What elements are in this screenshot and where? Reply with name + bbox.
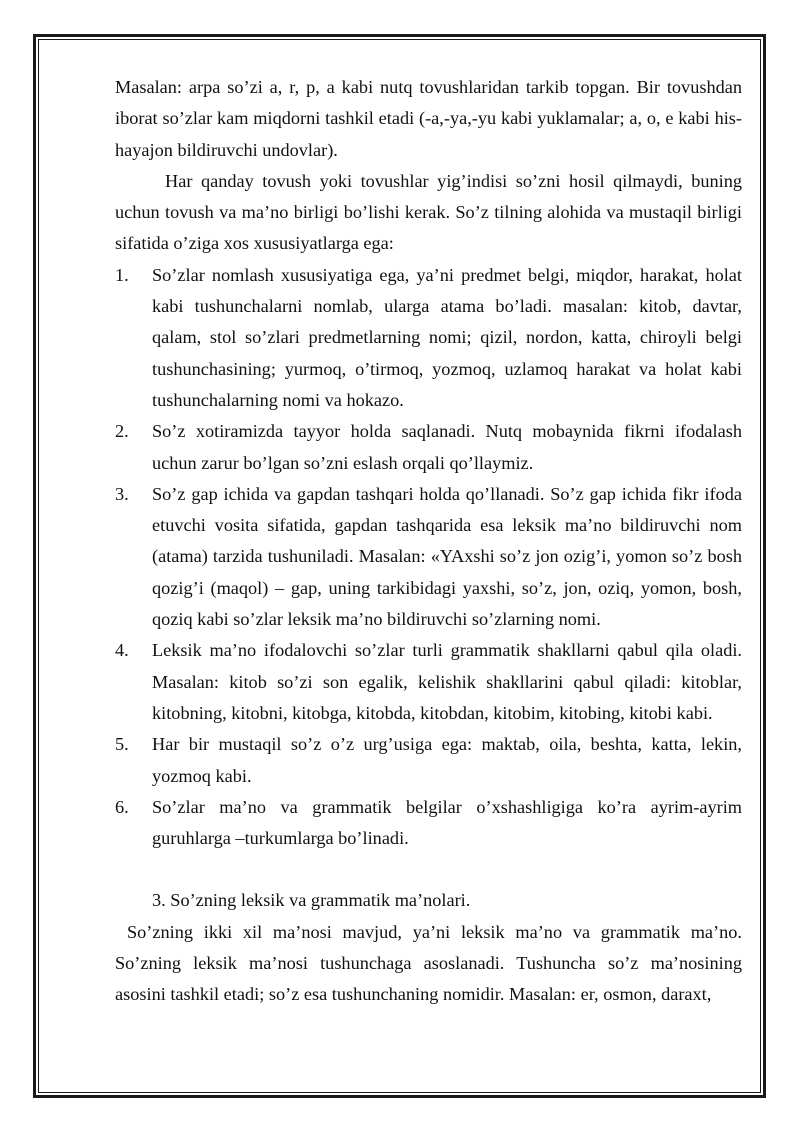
list-item [115, 260, 742, 416]
list-item-text: So’z gap ichida va gapdan tashqari holda qo’llanadi. So’z gap ichida fikr ifoda etuvchi vosita sifatida, gapdan tashqarida esa leksik ma’no bildiruvchi nom (atama) tarzida tushuniladi. Masalan: «YAxshi so’z jon ozig’i, yomon so’z bosh qozig’i (maqol) – gap, uning tarkibidagi yaxshi, so’z, jon, oziq, yomon, bosh, qoziq kabi so’zlar leksik ma’no bildiruvchi so’zlarning nomi. [152, 483, 742, 630]
list-item [115, 479, 742, 635]
list-item-number: 4. [115, 640, 129, 661]
list-item-text: Har bir mustaqil so’z o’z urg’usiga ega: maktab, oila, beshta, katta, lekin, yozmoq kabi. [152, 734, 742, 786]
section-paragraph: So’zning ikki xil ma’nosi mavjud, ya’ni leksik ma’no va grammatik ma’no. So’zning leksik ma’nosi tushunchaga asoslanadi. Tushuncha so’z ma’nosining asosini tashkil etadi; so’z esa tushunchaning nomidir. Masalan: er, osmon, daraxt, [115, 921, 742, 1005]
list-item-text: So’z xotiramizda tayyor holda saqlanadi. Nutq mobaynida fikrni ifodalash uchun zarur bo’lgan so’zni eslash orqali qo’llaymiz. [152, 421, 742, 473]
list-item-number: 5. [115, 734, 129, 755]
list-item-number: 1. [115, 264, 129, 285]
paragraph-word-properties: Har qanday tovush yoki tovushlar yig’indisi so’zni hosil qilmaydi, buning uchun tovush va ma’no birligi bo’lishi kerak. So’z tilning alohida va mustaqil birligi sifatida o’ziga xos xususiyatlarga ega: [115, 170, 742, 254]
list-item-text: So’zlar nomlash xususiyatiga ega, ya’ni predmet belgi, miqdor, harakat, holat kabi tushunchalarni nomlab, ularga atama bo’ladi. masalan: kitob, davtar, qalam, stol so’zlari predmetlarning nomi; qizil, nordon, katta, chiroyli belgi tushunchasining; yurmoq, o’tirmoq, yozmoq, uzlamoq harakat va holat kabi tushunchalarning nomi va hokazo. [152, 264, 742, 410]
document-body [115, 72, 742, 1011]
list-item-number: 3. [115, 483, 129, 504]
list-item [115, 416, 742, 479]
properties-list [115, 260, 742, 855]
list-item-text: Leksik ma’no ifodalovchi so’zlar turli grammatik shakllarni qabul qila oladi. Masalan: kitob so’zi son egalik, kelishik shakllarini qabul qiladi: kitoblar, kitobning, kitobni, kitobga, kitobda, kitobdan, kitobim, kitobing, kitobi kabi. [152, 640, 742, 723]
list-item-number: 2. [115, 421, 129, 442]
blank-line [115, 854, 742, 885]
list-item-number: 6. [115, 796, 129, 817]
list-item [115, 635, 742, 729]
intro-paragraph: Masalan: arpa so’zi a, r, p, a kabi nutq tovushlaridan tarkib topgan. Bir tovushdan iborat so’zlar kam miqdorni tashkil etadi (-a,-ya,-yu kabi yuklamalar; a, o, e kabi his-hayajon bildiruvchi undovlar). [115, 77, 742, 160]
list-item [115, 792, 742, 855]
list-item [115, 729, 742, 792]
section-heading: 3. So’zning leksik va grammatik ma’nolari. [152, 890, 471, 911]
list-item-text: So’zlar ma’no va grammatik belgilar o’xshashligiga ko’ra ayrim-ayrim guruhlarga –turkumlarga bo’linadi. [152, 796, 742, 849]
